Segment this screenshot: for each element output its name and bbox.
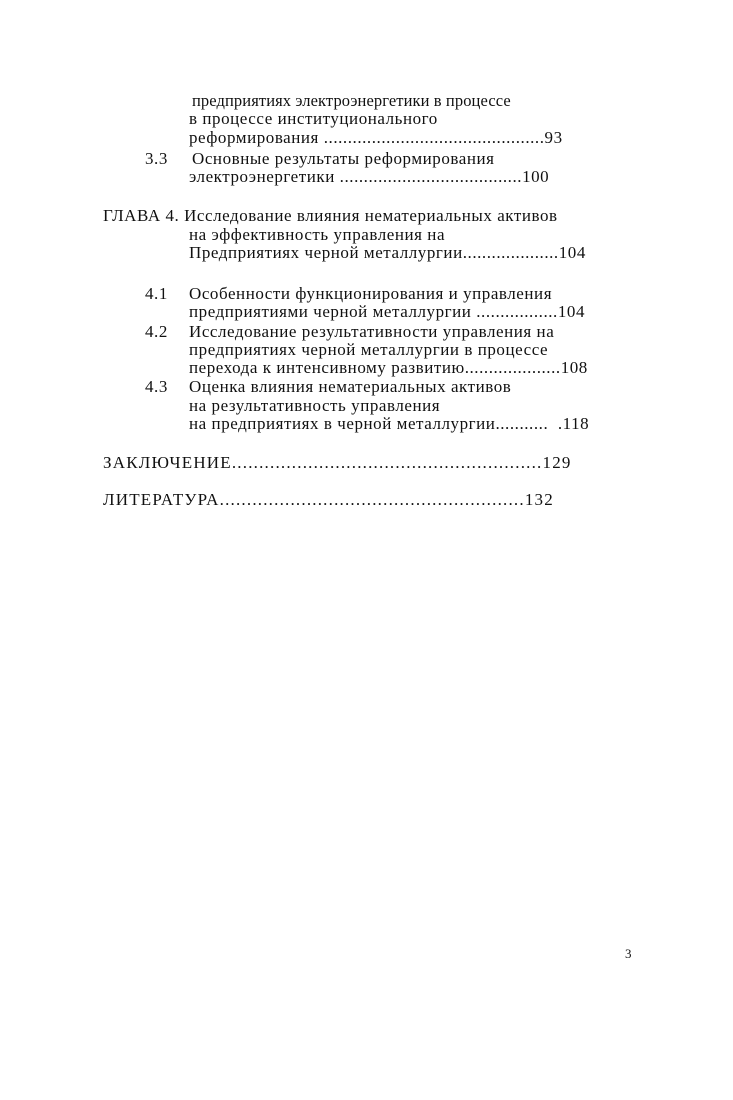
toc-3-2-line-3: реформирования ..............................................93: [189, 128, 563, 147]
toc-4-3-title: Оценка влияния нематериальных активов: [189, 377, 512, 396]
toc-chapter-4-line-3: Предприятиях черной металлургии....................104: [189, 243, 586, 262]
toc-literature: ЛИТЕРАТУРА........................................................132: [103, 490, 554, 509]
toc-4-3-number: 4.3: [145, 377, 168, 396]
toc-chapter-4-title: ГЛАВА 4. Исследование влияния нематериальных активов: [103, 206, 558, 225]
toc-4-3-line-3: на предприятиях в черной металлургии........... .118: [189, 414, 590, 433]
toc-3-3-title: Основные результаты реформирования: [192, 149, 495, 168]
toc-3-3-line-2: электроэнергетики ......................................100: [189, 167, 550, 186]
toc-3-3-number: 3.3: [145, 149, 168, 168]
toc-3-2-line-1: предприятиях электроэнергетики в процессе: [192, 91, 511, 110]
toc-4-1-title: Особенности функционирования и управления: [189, 284, 553, 303]
toc-4-2-line-3: перехода к интенсивному развитию....................108: [189, 358, 588, 377]
toc-4-1-number: 4.1: [145, 284, 168, 303]
toc-3-2-line-2: в процессе институционального: [189, 109, 438, 128]
toc-4-2-number: 4.2: [145, 322, 168, 341]
toc-4-2-title: Исследование результативности управления на: [189, 322, 555, 341]
toc-4-1-line-2: предприятиями черной металлургии .................104: [189, 302, 585, 321]
toc-conclusion: ЗАКЛЮЧЕНИЕ.........................................................129: [103, 453, 572, 472]
toc-chapter-4-line-2: на эффективность управления на: [189, 225, 446, 244]
toc-4-3-line-2: на результативность управления: [189, 396, 441, 415]
toc-4-2-line-2: предприятиях черной металлургии в процессе: [189, 340, 549, 359]
page-number: 3: [625, 946, 632, 961]
